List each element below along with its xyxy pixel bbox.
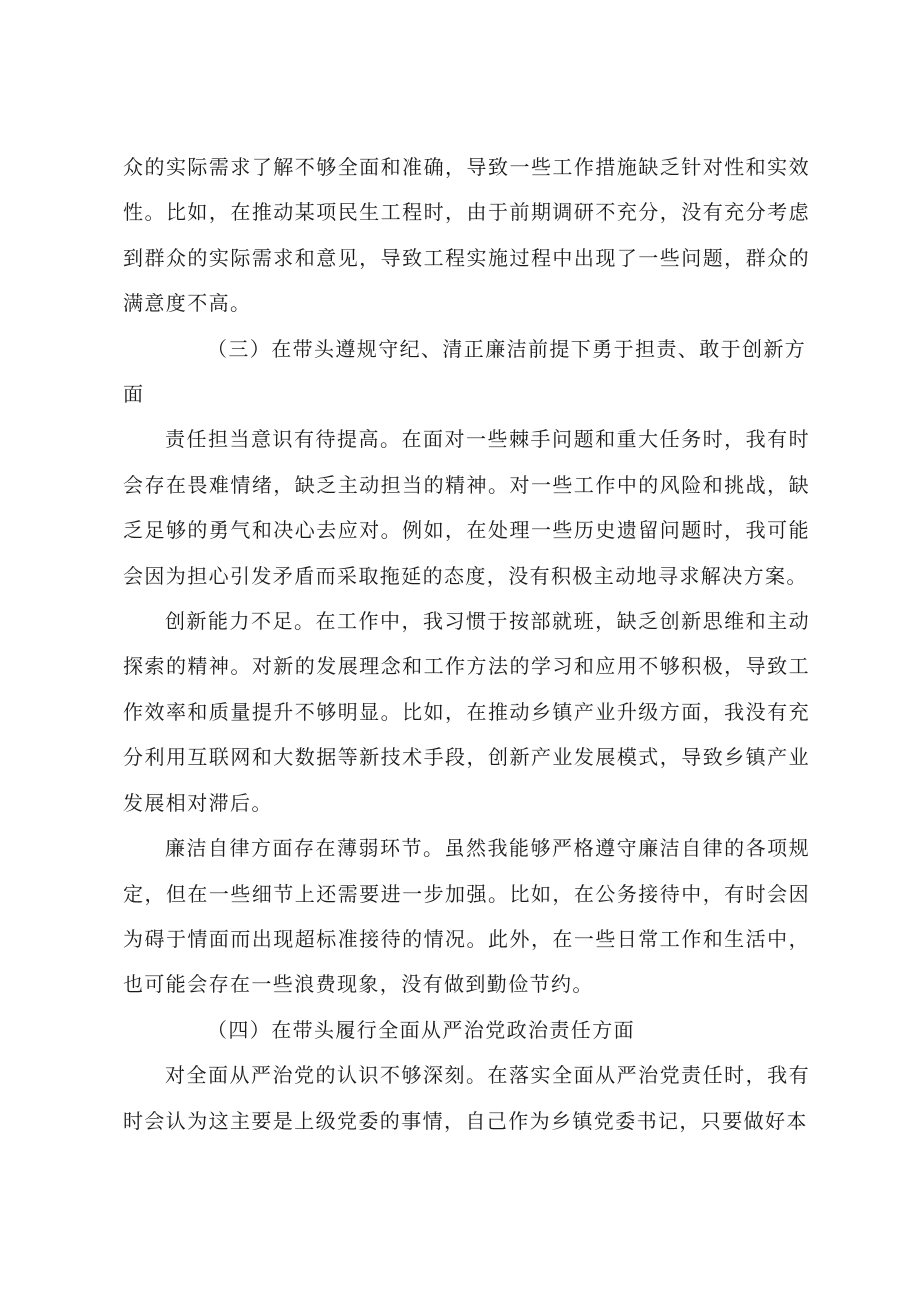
section-heading-3: （三）在带头遵规守纪、清正廉洁前提下勇于担责、敢于创新方面 [123, 336, 807, 407]
paragraph-continuation: 众的实际需求了解不够全面和准确，导致一些工作措施缺乏针对性和实效性。比如，在推动某项民生工程时，由于前期调研不充分，没有充分考虑到群众的实际需求和意见，导致工程实施过程中出现了一些问题，群众的满意度不高。 [123, 155, 810, 316]
section-heading-4: （四）在带头履行全面从严治党政治责任方面 [207, 1017, 635, 1042]
paragraph-responsibility: 责任担当意识有待提高。在面对一些棘手问题和重大任务时，我有时会存在畏难情绪，缺乏主动担当的精神。对一些工作中的风险和挑战，缺乏足够的勇气和决心去应对。例如，在处理一些历史遗留问题时，我可能会因为担心引发矛盾而采取拖延的态度，没有积极主动地寻求解决方案。 [123, 427, 810, 588]
paragraph-party-discipline: 对全面从严治党的认识不够深刻。在落实全面从严治党责任时，我有时会认为这主要是上级党委的事情，自己作为乡镇党委书记，只要做好本 [123, 1063, 810, 1133]
document-body [123, 145, 810, 1144]
paragraph-integrity: 廉洁自律方面存在薄弱环节。虽然我能够严格遵守廉洁自律的各项规定，但在一些细节上还需要进一步加强。比如，在公务接待中，有时会因为碍于情面而出现超标准接待的情况。此外，在一些日常工作和生活中，也可能会存在一些浪费现象，没有做到勤俭节约。 [123, 836, 810, 997]
paragraph-innovation: 创新能力不足。在工作中，我习惯于按部就班，缺乏创新思维和主动探索的精神。对新的发展理念和工作方法的学习和应用不够积极，导致工作效率和质量提升不够明显。比如，在推动乡镇产业升级方面，我没有充分利用互联网和大数据等新技术手段，创新产业发展模式，导致乡镇产业发展相对滞后。 [123, 609, 810, 815]
